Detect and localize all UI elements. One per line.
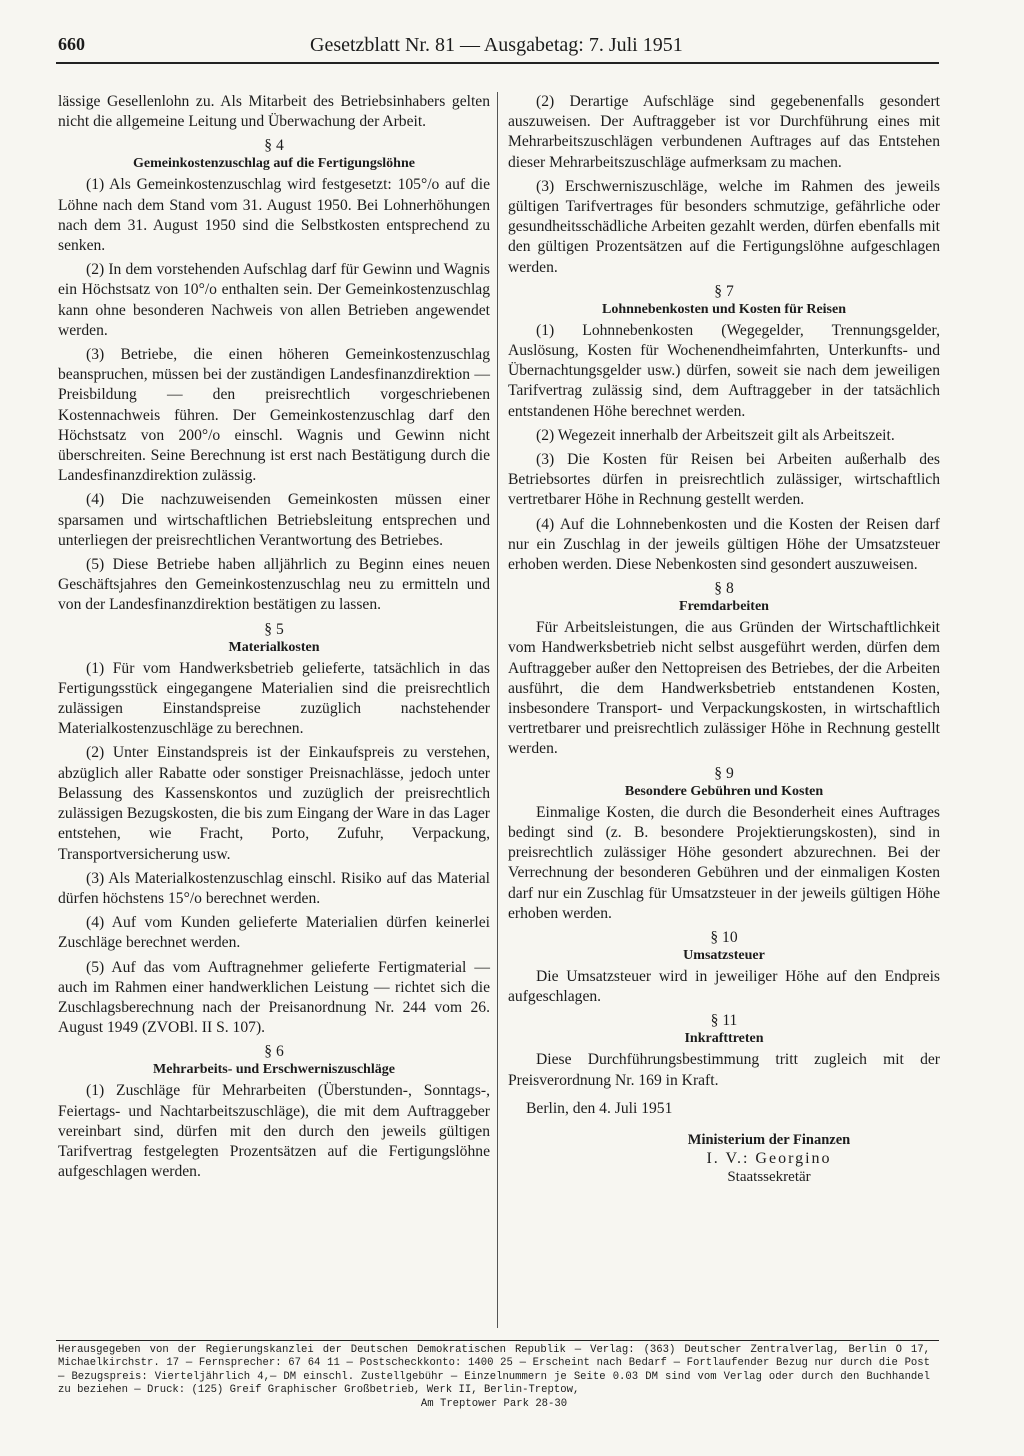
section-title: Umsatzsteuer — [683, 947, 765, 963]
imprint-text: Herausgegeben von der Regierungskanzlei der Deutschen Demokratischen Republik — Verlag: (363) Deutscher Zentralverlag, Berlin O 17, Michaelkirchstr. 17 — Fernsprecher: 67 64 11 — Postscheckkonto: 1400 25 — Erscheint nach Bedarf — Fortlaufender Bezug nur durch die Post — Bezugspreis: Vierteljährlich 4,— DM einschl. Zustellgebühr — Einzelnummern je Seite 0.03 DM sind vom Verlag oder durch den Buchhandel zu beziehen — Druck: (125) Greif Graphischer Großbetrieb, Werk II, Berlin-Treptow, — [58, 1344, 930, 1397]
paragraph: (4) Auf die Lohnnebenkosten und die Kosten der Reisen darf nur ein Zuschlag in der jeweils gültigen Höhe der Umsatzsteuer erhoben werden. Diese Nebenkosten sind gesondert auszuweisen. — [508, 515, 940, 574]
section-title: Besondere Gebühren und Kosten — [624, 783, 824, 799]
paragraph: (1) Als Gemeinkostenzuschlag wird festgesetzt: 105°/o auf die Löhne nach dem Stand vom 31. August 1950. Bei Lohnerhöhungen nach dem 31. August 1950 sind die Selbstkosten entsprechend zu senken. — [58, 176, 490, 255]
paragraph: (3) Die Kosten für Reisen bei Arbeiten außerhalb des Betriebsortes dürfen in preisrechtlich zulässiger, wirtschaftlich vertretbarer Höhe in Rechnung gestellt werden. — [508, 451, 940, 509]
paragraph: (1) Zuschläge für Mehrarbeiten (Überstunden-, Sonntags-, Feiertags- und Nachtarbeitszuschläge), die mit dem Auftraggeber vereinbart sind, dürfen mit den durch den jeweils gültigen Tarifvertrag festgelegten Prozentsätzen auf die Fertigungslöhne aufgeschlagen werden. — [58, 1082, 490, 1181]
paragraph: (5) Auf das vom Auftragnehmer gelieferte Fertigmaterial — auch im Rahmen einer handwerklichen Leistung — richtet sich die Zuschlagsberechnung nach der Preisanordnung Nr. 244 vom 26. August 1949 (ZVOBl. II S. 107). — [58, 958, 490, 1037]
paragraph: (4) Auf vom Kunden gelieferte Materialien dürfen keinerlei Zuschläge berechnet werden. — [58, 914, 490, 952]
paragraph: (3) Betriebe, die einen höheren Gemeinkostenzuschlag beanspruchen, müssen bei der zuständigen Landesfinanzdirektion — Preisbildung — den preisrechtlich vorgeschriebenen Kostennachweis führen. Der Gemeinkostenzuschlag darf den Höchstsatz von 200°/o einschl. Wagnis und Gewinn nicht überschreiten. Seine Berechnung ist erst nach Bestätigung durch die Landesfinanzdirektion zulässig. — [58, 346, 490, 485]
right-column — [508, 92, 940, 1186]
paragraph: Für Arbeitsleistungen, die aus Gründen der Wirtschaftlichkeit vom Handwerksbetrieb nicht selbst ausgeführt werden, dürfen dem Auftraggeber außer den Nettopreisen des Betriebes, der die Arbeiten ausführt, die dem Handwerksbetrieb entstandenen Kosten, insbesondere Transport- und Verpackungskosten, in wirtschaftlich vertretbarer und preisrechtlich zulässiger Höhe in Rechnung gestellt werden. — [508, 619, 940, 758]
page-header-title: Gesetzblatt Nr. 81 — Ausgabetag: 7. Juli 1951 — [310, 34, 683, 56]
section-title: Materialkosten — [228, 639, 320, 655]
paragraph: (2) Unter Einstandspreis ist der Einkaufspreis zu verstehen, abzüglich aller Rabatte oder sonstiger Preisnachlässe, jedoch unter Belassung des Kassenskontos und zuzüglich der preisrechtlich zulässigen Bezugskosten, die bis zum Eingang der Ware in das Lager entstehen, wie Fracht, Porto, Zufuhr, Verpackung, Transportversicherung usw. — [58, 744, 490, 863]
section-number: § 8 — [714, 580, 734, 598]
section-title: Inkrafttreten — [684, 1031, 764, 1047]
section-title: Lohnnebenkosten und Kosten für Reisen — [601, 301, 847, 317]
paragraph: lässige Gesellenlohn zu. Als Mitarbeit des Betriebsinhabers gelten nicht die allgemeine Leitung und Überwachung der Arbeit. — [58, 93, 490, 131]
signer-name: I. V.: Georgino — [706, 1149, 832, 1167]
paragraph: (4) Die nachzuweisenden Gemeinkosten müssen einer sparsamen und wirtschaftlichen Betriebsleitung entsprechen und unterliegen der preisrechtlichen Verantwortung des Betriebes. — [58, 491, 490, 549]
paragraph: (1) Für vom Handwerksbetrieb gelieferte, tatsächlich in das Fertigungsstück eingegangene Materialien sind die preisrechtlich zulässigen Einstandspreise zuzüglich nachstehender Materialkostenzuschläge zu berechnen. — [58, 659, 490, 738]
paragraph: (2) In dem vorstehenden Aufschlag darf für Gewinn und Wagnis ein Höchstsatz von 10°/o enthalten sein. Der Gemeinkostenzuschlag kann ohne besonderen Nachweis von allen Betrieben angewendet werden. — [58, 261, 490, 339]
paragraph: (3) Als Materialkostenzuschlag einschl. Risiko auf das Material dürfen höchstens 15°/o berechnet werden. — [58, 869, 490, 907]
column-divider — [497, 92, 498, 1328]
section-number: § 4 — [264, 137, 284, 155]
section-number: § 5 — [264, 620, 284, 638]
paragraph: Einmalige Kosten, die durch die Besonderheit eines Auftrages bedingt sind (z. B. besondere Projektierungskosten), sind in preisrechtlich zulässiger Höhe gesondert abzurechnen. Bei der Verrechnung der besonderen Gebühren und der einmaligen Kosten darf nur ein Zuschlag für Umsatzsteuer in der jeweils gültigen Höhe erhoben werden. — [508, 803, 940, 922]
section-title: Mehrarbeits- und Erschwerniszuschläge — [153, 1062, 395, 1078]
header-rule — [56, 62, 939, 64]
footer-rule — [56, 1340, 939, 1341]
page-number: 660 — [58, 34, 85, 54]
section-number: § 10 — [710, 928, 738, 946]
ministry-name: Ministerium der Finanzen — [687, 1131, 851, 1148]
left-column — [58, 92, 490, 1186]
section-title: Fremdarbeiten — [679, 599, 769, 615]
section-number: § 6 — [264, 1043, 284, 1061]
imprint-last-line: Am Treptower Park 28-30 — [420, 1397, 568, 1410]
paragraph: (3) Erschwerniszuschläge, welche im Rahmen des jeweils gültigen Tarifvertrages für besonders schmutzige, gefährliche oder gesundheitsschädliche Arbeiten gezahlt werden, dürfen ebenfalls mit den gültigen Prozentsätzen auf die Fertigungslöhne aufgeschlagen werden. — [508, 177, 940, 276]
section-number: § 7 — [714, 282, 734, 300]
paragraph: Die Umsatzsteuer wird in jeweiliger Höhe auf den Endpreis aufgeschlagen. — [508, 967, 940, 1006]
paragraph: (5) Diese Betriebe haben alljährlich zu Beginn eines neuen Geschäftsjahres den Gemeinkostenzuschlag neu zu ermitteln und von der Landesfinanzdirektion bestätigen zu lassen. — [58, 556, 490, 614]
paragraph: (2) Derartige Aufschläge sind gegebenenfalls gesondert auszuweisen. Der Auftraggeber ist vor Durchführung eines mit Mehrarbeitszuschlägen verbundenen Auftrages auf das Entstehen dieser Mehrarbeitszuschläge aufmerksam zu machen. — [508, 93, 940, 171]
place-date: Berlin, den 4. Juli 1951 — [526, 1099, 673, 1117]
section-number: § 9 — [714, 764, 734, 782]
paragraph: (2) Wegezeit innerhalb der Arbeitszeit gilt als Arbeitszeit. — [536, 426, 895, 444]
signer-role: Staatssekretär — [727, 1168, 811, 1185]
paragraph: Diese Durchführungsbestimmung tritt zugleich mit der Preisverordnung Nr. 169 in Kraft. — [508, 1051, 940, 1089]
section-title: Gemeinkostenzuschlag auf die Fertigungslöhne — [133, 156, 415, 172]
imprint — [58, 1344, 930, 1411]
section-number: § 11 — [710, 1012, 738, 1030]
paragraph: (1) Lohnnebenkosten (Wegegelder, Trennungsgelder, Auslösung, Kosten für Wochenendheimfahrten, Unterkunfts- und Übernachtungsgelder usw.) dürfen, soweit sie nach dem jeweiligen Tarifvertrag zulässig sind, dem Auftraggeber in der tatsächlich entstandenen Höhe berechnet werden. — [508, 321, 940, 420]
